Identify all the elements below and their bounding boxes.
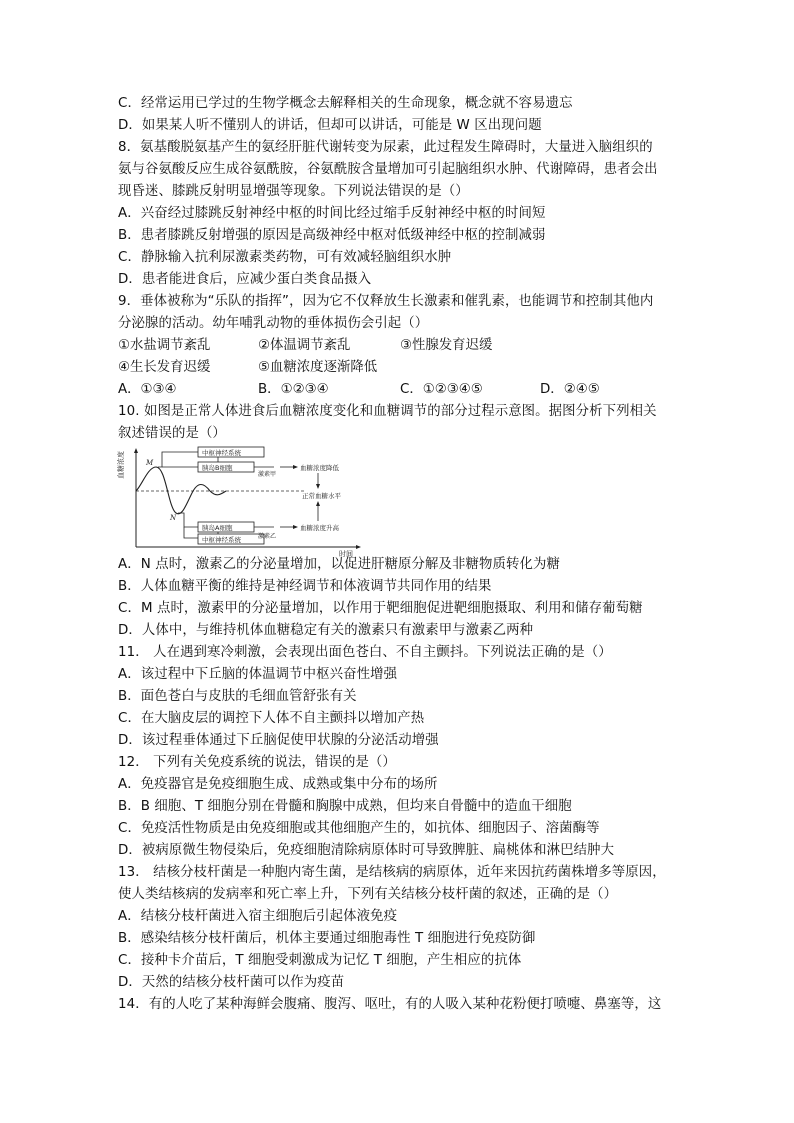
q13-option-a: A．结核分枝杆菌进入宿主细胞后引起体液免疫 [118, 909, 398, 924]
q10-option-c: C．M 点时，激素甲的分泌量增加，以作用于靶细胞促进靶细胞摄取、利用和储存葡萄糖 [118, 601, 643, 616]
to-normal-arrowhead-bottom [316, 501, 320, 506]
q12-option-a: A．免疫器官是免疫细胞生成、成熟或集中分布的场所 [118, 777, 438, 792]
q11-option-a: A．该过程中下丘脑的体温调节中枢兴奋性增强 [118, 667, 398, 682]
glucose-regulation-figure [118, 445, 364, 557]
box-cns-top-label: 中枢神经系统 [202, 449, 241, 457]
q9-stem-line-1: 9．垂体被称为“乐队的指挥”，因为它不仅释放生长激素和催乳素，也能调节和控制其他内 [118, 294, 654, 309]
point-m-label: M [146, 459, 154, 467]
x-axis-label: 时间 [339, 550, 353, 558]
hormone-b-label: 激素乙 [258, 533, 277, 540]
q10-option-a: A．N 点时，激素乙的分泌量增加，以促进肝糖原分解及非糖物质转化为糖 [118, 557, 560, 572]
q9-item-1: ①水盐调节紊乱 [118, 338, 211, 353]
q10-stem-line-2: 叙述错误的是（） [118, 426, 226, 441]
q12-option-d: D．被病原微生物侵染后，免疫细胞清除病原体时可导致脾脏、扁桃体和淋巴结肿大 [118, 843, 615, 858]
q12-option-c: C．免疫活性物质是由免疫细胞或其他细胞产生的，如抗体、细胞因子、溶菌酶等 [118, 821, 600, 836]
n-connector [178, 513, 198, 527]
q7-option-d: D．如果某人听不懂别人的讲话，但却可以讲话，可能是 W 区出现问题 [118, 118, 542, 133]
q13-option-d: D．天然的结核分枝杆菌可以作为疫苗 [118, 975, 345, 990]
increase-label: 血糖浓度升高 [300, 524, 339, 532]
hormone-b-arrowhead [293, 525, 298, 529]
q12-option-b: B．B 细胞、T 细胞分别在骨髓和胸腺中成熟，但均来自骨髓中的造血干细胞 [118, 799, 572, 814]
y-axis-arrow [134, 448, 138, 453]
q11-stem: 11． 人在遇到寒冷刺激，会表现出面色苍白、不自主颤抖。下列说法正确的是（） [118, 645, 612, 660]
q8-option-b: B．患者膝跳反射增强的原因是高级神经中枢对低级神经中枢的控制减弱 [118, 228, 546, 243]
q11-option-d: D．该过程垂体通过下丘脑促使甲状腺的分泌活动增强 [118, 733, 439, 748]
point-n-label: N [170, 514, 177, 522]
q11-option-c: C．在大脑皮层的调控下人体不自主颤抖以增加产热 [118, 711, 425, 726]
q9-choice-a: A．①③④ [118, 382, 177, 397]
n-to-cns-connector [184, 527, 198, 538]
y-axis-label: 血糖浓度 [117, 451, 125, 479]
to-normal-arrowhead-top [316, 484, 320, 489]
q9-choice-c: C．①②③④⑤ [400, 382, 483, 397]
box-cns-bottom-label: 中枢神经系统 [202, 536, 241, 544]
glucose-curve [136, 467, 226, 514]
q9-stem-line-2: 分泌腺的活动。幼年哺乳动物的垂体损伤会引起（） [118, 316, 429, 331]
q14-stem-line-1: 14．有的人吃了某种海鲜会腹痛、腹泻、呕吐，有的人吸入某种花粉便打喷嚏、鼻塞等，这 [118, 997, 662, 1012]
q13-stem-line-1: 13． 结核分枝杆菌是一种胞内寄生菌，是结核病的病原体，近年来因抗药菌株增多等原因， [118, 865, 666, 880]
q8-stem-line-2: 氨与谷氨酸反应生成谷氨酰胺，谷氨酰胺含量增加可引起脑组织水肿、代谢障碍，患者会出 [118, 162, 658, 177]
x-axis-arrow [356, 545, 361, 549]
q8-stem-line-1: 8．氨基酸脱氨基产生的氨经肝脏代谢转变为尿素，此过程发生障碍时，大量进入脑组织的 [118, 140, 653, 155]
q10-option-d: D．人体中，与维持机体血糖稳定有关的激素只有激素甲与激素乙两种 [118, 623, 534, 638]
normal-level-label: 正常血糖水平 [302, 492, 341, 500]
q9-choice-d: D．②④⑤ [540, 382, 600, 397]
q12-stem: 12． 下列有关免疫系统的说法，错误的是（） [118, 755, 396, 770]
box-alpha-cells-label: 胰岛A细胞 [202, 524, 233, 532]
q10-option-b: B．人体血糖平衡的维持是神经调节和体液调节共同作用的结果 [118, 579, 492, 594]
q9-item-4: ④生长发育迟缓 [118, 360, 211, 375]
q9-item-5: ⑤血糖浓度逐渐降低 [258, 360, 378, 375]
q11-option-b: B．面色苍白与皮肤的毛细血管舒张有关 [118, 689, 357, 704]
decrease-label: 血糖浓度降低 [300, 464, 339, 472]
q8-option-d: D．患者能进食后，应减少蛋白类食品摄入 [118, 272, 372, 287]
q8-option-a: A．兴奋经过膝跳反射神经中枢的时间比经过缩手反射神经中枢的时间短 [118, 206, 546, 221]
hormone-a-arrowhead [293, 465, 298, 469]
q9-item-2: ②体温调节紊乱 [258, 338, 351, 353]
q9-choice-b: B．①②③④ [258, 382, 329, 397]
box-beta-cells-label: 胰岛B细胞 [202, 464, 233, 472]
q8-stem-line-3: 现昏迷、膝跳反射明显增强等现象。下列说法错误的是（） [118, 184, 469, 199]
q8-option-c: C．静脉输入抗利尿激素类药物，可有效减轻脑组织水肿 [118, 250, 452, 265]
q10-stem-line-1: 10. 如图是正常人体进食后血糖浓度变化和血糖调节的部分过程示意图。据图分析下列相关 [118, 404, 657, 419]
q7-option-c: C．经常运用已学过的生物学概念去解释相关的生命现象，概念就不容易遗忘 [118, 96, 573, 111]
q13-option-c: C．接种卡介苗后，T 细胞受刺激成为记忆 T 细胞，产生相应的抗体 [118, 953, 522, 968]
m-connector [158, 452, 198, 467]
q9-item-3: ③性腺发育迟缓 [400, 338, 493, 353]
q13-option-b: B．感染结核分枝杆菌后，机体主要通过细胞毒性 T 细胞进行免疫防御 [118, 931, 536, 946]
hormone-a-label: 激素甲 [258, 471, 277, 478]
q13-stem-line-2: 使人类结核病的发病率和死亡率上升，下列有关结核分枝杆菌的叙述，正确的是（） [118, 887, 618, 902]
